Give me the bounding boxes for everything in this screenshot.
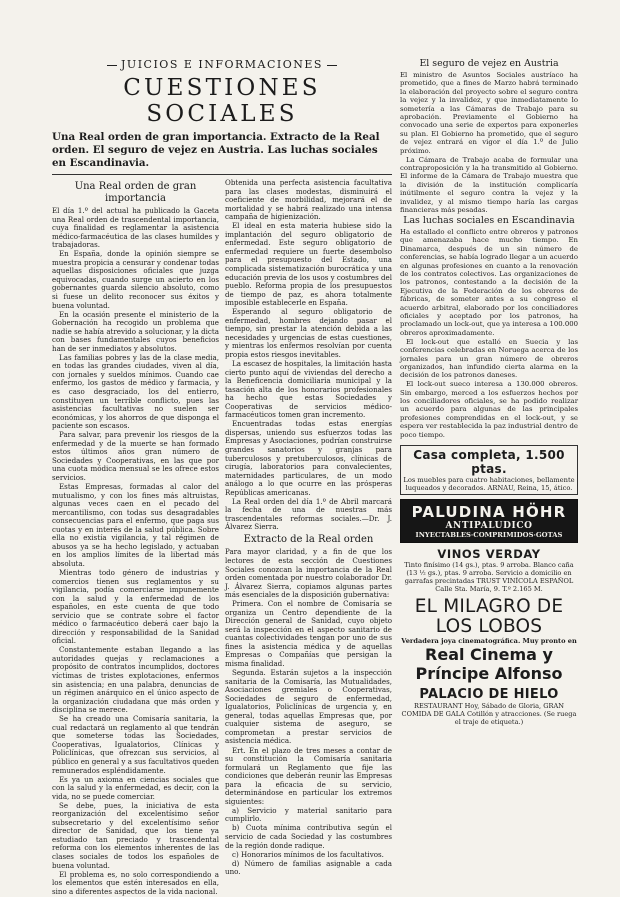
ad-title: PALACIO DE HIELO xyxy=(419,687,559,703)
paragraph: En la ocasión presente el ministerio de la Gobernación ha recogido un problema que nadie se había atrevido a solucionar, y la dicta con bases fundamentales cuyos beneficios han de ser inmediatos y absolutos. xyxy=(52,309,219,353)
ad-body: INYECTABLES·COMPRIMIDOS·GOTAS xyxy=(415,531,563,540)
paragraph: Encuentradas todas estas energías dispersas, uniendo sus esfuerzos todas las Empresas y Asociaciones, podrían construirse grandes sanatorios y granjas para tuberculosos y pretuberculosos, clínicas de cirugía, laboratorios para convalecientes, maternidades particulares, de un modo análogo a lo que ocurre en las prósperas Repúblicas americanas. xyxy=(225,419,392,497)
paragraph: El lock-out que estalló en Suecia y las conferencias celebradas en Noruega acerca de los jornales para un gran número de obreros organizados, han infundido cierta alarma en la decisión de los patronos daneses. xyxy=(400,337,578,380)
section-kicker: JUICIOS E INFORMACIONES xyxy=(52,58,392,71)
left-section xyxy=(52,58,392,897)
ad-subtitle: ANTIPALUDICO xyxy=(445,521,533,532)
paragraph: Ha estallado el conflicto entre obreros y patronos que amenazaba hace mucho tiempo. En Dinamarca, después de un sin número de conferencias, se había logrado llegar a un acuerdo en algunas profesiones en cuanto a la renovación de los contratos colectivos. Las organizaciones de los patronos, contestando a la decisión de la Ejecutiva de la Federación de los obreros de fábricas, de someter antes a su congreso el acuerdo arbitral, elaborado por los conciliadores oficiales y aceptado por los patronos, ha proclamado un lock-out, que ya interesa a 100.000 obreros aproximadamente. xyxy=(400,227,578,337)
ad-cinema-1: Real Cinema y xyxy=(425,645,553,665)
divider xyxy=(52,174,392,175)
article-body xyxy=(400,71,578,214)
paragraph: Ert. En el plazo de tres meses a contar de su constitución la Comisaría sanitaria formulará un Reglamento que fije las condiciones que deberán reunir las Empresas para la eficacia de su servicio, determinándose en particular los extremos siguientes: xyxy=(225,745,392,806)
deck: Una Real orden de gran importancia. Extracto de la Real orden. El seguro de vejez en Austria. Las luchas sociales en Escandinavia. xyxy=(52,131,380,169)
ad-milagro xyxy=(400,597,578,683)
paragraph: El problema es, no solo correspondiendo a los elementos que estén interesados en ella, sino a diferentes aspectos de la vida nacional. xyxy=(52,869,219,896)
article-headline: Una Real orden de gran importancia xyxy=(74,181,197,204)
paragraph: Las familias pobres y las de la clase media, en todas las grandes ciudades, viven al día, con jornales y sueldos mínimos. Cuando cae enfermo, los gastos de médico y farmacia, y es caso desgraciado, los del entierro, constituyen un terrible conflicto, pues las asistencias facultativas no suelen ser económicas, y los ahorros de que disponga el paciente son escasos. xyxy=(52,352,219,431)
right-column xyxy=(400,58,578,730)
column-2 xyxy=(225,179,392,897)
paragraph: b) Cuota mínima contributiva según el servicio de cada Sociedad y las costumbres de la región donde radique. xyxy=(225,823,392,850)
ad-body: Tinto finísimo (14 gs.), ptas. 9 arroba. Blanco caña (13 ½ gs.), ptas. 9 arroba. Servicio a domicilio en garrafas precintadas TRUST VINÍCOLA ESPAÑOL Calle Sta. María, 9. T.º 2.165 M. xyxy=(404,561,574,594)
ad-casa-completa xyxy=(400,445,578,495)
paragraph: Constantemente estaban llegando a las autoridades quejas y reclamaciones a propósito de contratos incumplidos, doctores víctimas de tristes explotaciones, enfermos sin asistencia; en una palabra, denuncias de un régimen anárquico en el único aspecto de la organización ciudadana que más orden y disciplina se merece. xyxy=(52,645,219,715)
article-body xyxy=(400,228,578,439)
paragraph: La Real orden del día 1.º de Abril marcará la fecha de una de nuestras más trascendentales reformas sociales.—Dr. J. Álvarez Sierra. xyxy=(225,496,392,532)
ad-palacio xyxy=(400,687,578,726)
ad-paludina xyxy=(400,499,578,543)
paragraph: Se ha creado una Comisaría sanitaria, la cual redactará un reglamento al que tendrán que someterse todas las Sociedades, Cooperativas, Igualatorios, Clínicas y Policlínicas, que ofrezcan sus servicios, al público en general y a sus facultativos queden remunerados espléndidamente. xyxy=(52,714,219,775)
ad-title: EL MILAGRO DE LOS LOBOS xyxy=(414,596,564,638)
two-column-body xyxy=(52,179,392,897)
ad-body: RESTAURANT Hoy, Sábado de Gloria, GRAN COMIDA DE GALA Cotillón y atracciones. (Se ruega el traje de etiqueta.) xyxy=(401,702,577,727)
paragraph: c) Honorarios mínimos de los facultativos. xyxy=(232,849,384,859)
paragraph: El ministro de Asuntos Sociales austríaco ha prometido, que a fines de Marzo habrá terminado la elaboración del proyecto sobre el seguro contra la vejez y la invalidez, y que inmediatamente lo sometería a las Cámaras de Trabajo para su aprobación. Previamente el Gobierno ha convocado una serie de expertos para exponerles su plan. El Gobierno ha prometido, que el seguro de vejez entrará en vigor el día 1.º de Julio próximo. xyxy=(400,71,578,155)
paragraph: La Cámara de Trabajo acaba de formular una contraproposición y la ha transmitido al Gobierno. El informe de la Cámara de Trabajo muestra que la división de la institución complicaría inútilmente el seguro contra la vejez y la invalidez, y al mismo tiempo haría las cargas financieras más pesadas. xyxy=(400,155,578,214)
paragraph: El ideal en esta materia hubiese sido la implantación del seguro obligatorio de enfermedad. Este seguro obligatorio de enfermedad requiere un fuerte desembolso para el presupuesto del Estado, una complicada sistematización burocrática y una educación previa de los usos y costumbres del pueblo. Reforma propia de los presupuestos de tiempo de paz, es ahora totalmente imposible establecerle en España. xyxy=(225,221,392,308)
ad-title: VINOS VERDAY xyxy=(437,547,541,562)
paragraph: Mientras todo género de industrias y comercios tienen sus reglamentos y su vigilancia, podía comerciarse impunemente con la salud y la enfermedad de los españoles, en este cuenta de que todo servicio que se contrate sobre el factor médico o farmacéutico deberá caer bajo la dirección y responsabilidad de la Sanidad oficial. xyxy=(52,567,219,646)
paragraph: Estas Empresas, formadas al calor del mutualismo, y con los fines más altruistas, algunas veces caen en el pecado del mercantilismo, con todas sus desagradables consecuencias para el enfermo, que paga sus cuotas y en interés de la salud pública. Sobre ella no existía vigilancia, y tal régimen de abusos ya se ha hecho legislado, y actuaban en los amplios límites de la libertad más absoluta. xyxy=(52,482,219,568)
paragraph: d) Número de familias asignable a cada uno. xyxy=(225,858,392,877)
paragraph: El día 1.º del actual ha publicado la Gaceta una Real orden de trascendental importancia, cuya finalidad es reglamentar la asistencia médico-farmacéutica de las clases humildes y trabajadoras. xyxy=(52,206,219,250)
ad-title: Casa completa, 1.500 ptas. xyxy=(413,448,565,477)
ad-body: Los muebles para cuatro habitaciones, bellamente luqueados y decorados. ARNAU, Reina, 15, ático. xyxy=(403,476,575,493)
ad-subtitle: Verdadera joya cinematográfica. Muy pronto en xyxy=(401,637,577,646)
paragraph: a) Servicio y material sanitario para cumplirlo. xyxy=(225,805,392,824)
paragraph: El lock-out sueco interesa a 130.000 obreros. Sin embargo, merced a los esfuerzos hechos por los conciliadores oficiales, se ha podido realizar un acuerdo para algunas de las principales profesiones comprendidas en el lock-out, y se espera ver restablecida la paz industrial dentro de poco tiempo. xyxy=(400,380,578,439)
paragraph: Primera. Con el nombre de Comisaría se organiza un Centro dependiente de la Dirección general de Sanidad, cuyo objeto será la inspección en el aspecto sanitario de cuantas colectividades tengan por uno de sus fines la asistencia médica y de aquellas Empresas o Compañías que persigan la misma finalidad. xyxy=(225,599,392,669)
article-headline: Extracto de la Real orden xyxy=(243,533,374,545)
paragraph: Es ya un axioma en ciencias sociales que con la salud y la enfermedad, es decir, con la vida, no se puede comerciar. xyxy=(52,774,219,801)
paragraph: Para mayor claridad, y a fin de que los lectores de esta sección de Cuestiones Sociales conozcan la importancia de la Real orden comentada por nuestro colaborador Dr. J. Álvarez Sierra, copiamos algunas partes más esenciales de la disposición gubernativa: xyxy=(225,547,392,600)
paragraph: Para salvar, para prevenir los riesgos de la enfermedad y de la muerte se han formado estos últimos años gran número de Sociedades y Cooperativas, en las que por una cuota módica mensual se les ofrece estos servicios. xyxy=(52,430,219,482)
paragraph: Esperando al seguro obligatorio de enfermedad, hombres dejando pasar el tiempo, sin prestar la atención debida a las necesidades y urgencias de estas cuestiones, y mientras los enfermos resolvían por cuenta propia estos riesgos inevitables. xyxy=(225,307,392,359)
article-headline: El seguro de vejez en Austria xyxy=(419,58,559,69)
page-title: CUESTIONES SOCIALES xyxy=(123,75,321,127)
paragraph: La escasez de hospitales, la limitación hasta cierto punto aquí de viviendas del derecho a la Beneficencia domiciliaria municipal y la tasación alta de los honorarios profesionales ha hecho que estas Sociedades y Cooperativas de servicios médico-farmacéuticos tomen gran incremento. xyxy=(225,358,392,420)
paragraph: Se debe, pues, la iniciativa de esta reorganización del excelentísimo señor subsecretario y del excelentísimo señor director de Sanidad, que los tiene ya estudiado tan preciado y trascendental reforma con los elementos inherentes de las clases sociales de todos los españoles de buena voluntad. xyxy=(52,800,219,870)
article-headline: Las luchas sociales en Escandinavia xyxy=(403,214,575,226)
ad-cinema-2: Príncipe Alfonso xyxy=(415,664,563,684)
paragraph: En España, donde la opinión siempre se muestra propicia a censurar y condenar todas aquellas disposiciones oficiales que juzga equivocadas, cuando surge un acierto en los gobernantes guarda silencio absoluto, como si fuese un delito reconocer sus éxitos y buena voluntad. xyxy=(52,249,219,310)
column-1 xyxy=(52,179,219,897)
paragraph: Segunda. Estarán sujetos a la inspección sanitaria de la Comisaría, las Mutualidades, Asociaciones gremiales o Cooperativas, Sociedades de seguro de enfermedad, Igualatorios, Policlínicas de urgencia y, en general, todas aquellas Empresas que, por cualquier sistema de aseguro, se comprometan a prestar servicios de asistencia médica. xyxy=(225,668,392,746)
paragraph: Obtenida una perfecta asistencia facultativa para las clases modestas, disminuirá el coeficiente de morbilidad, mejorará el de mortalidad y se habrá realizado una intensa campaña de higienización. xyxy=(225,178,392,222)
ad-title: PALUDINA HÖHR xyxy=(411,503,567,522)
advertisements xyxy=(400,445,578,726)
ad-vinos xyxy=(400,547,578,593)
